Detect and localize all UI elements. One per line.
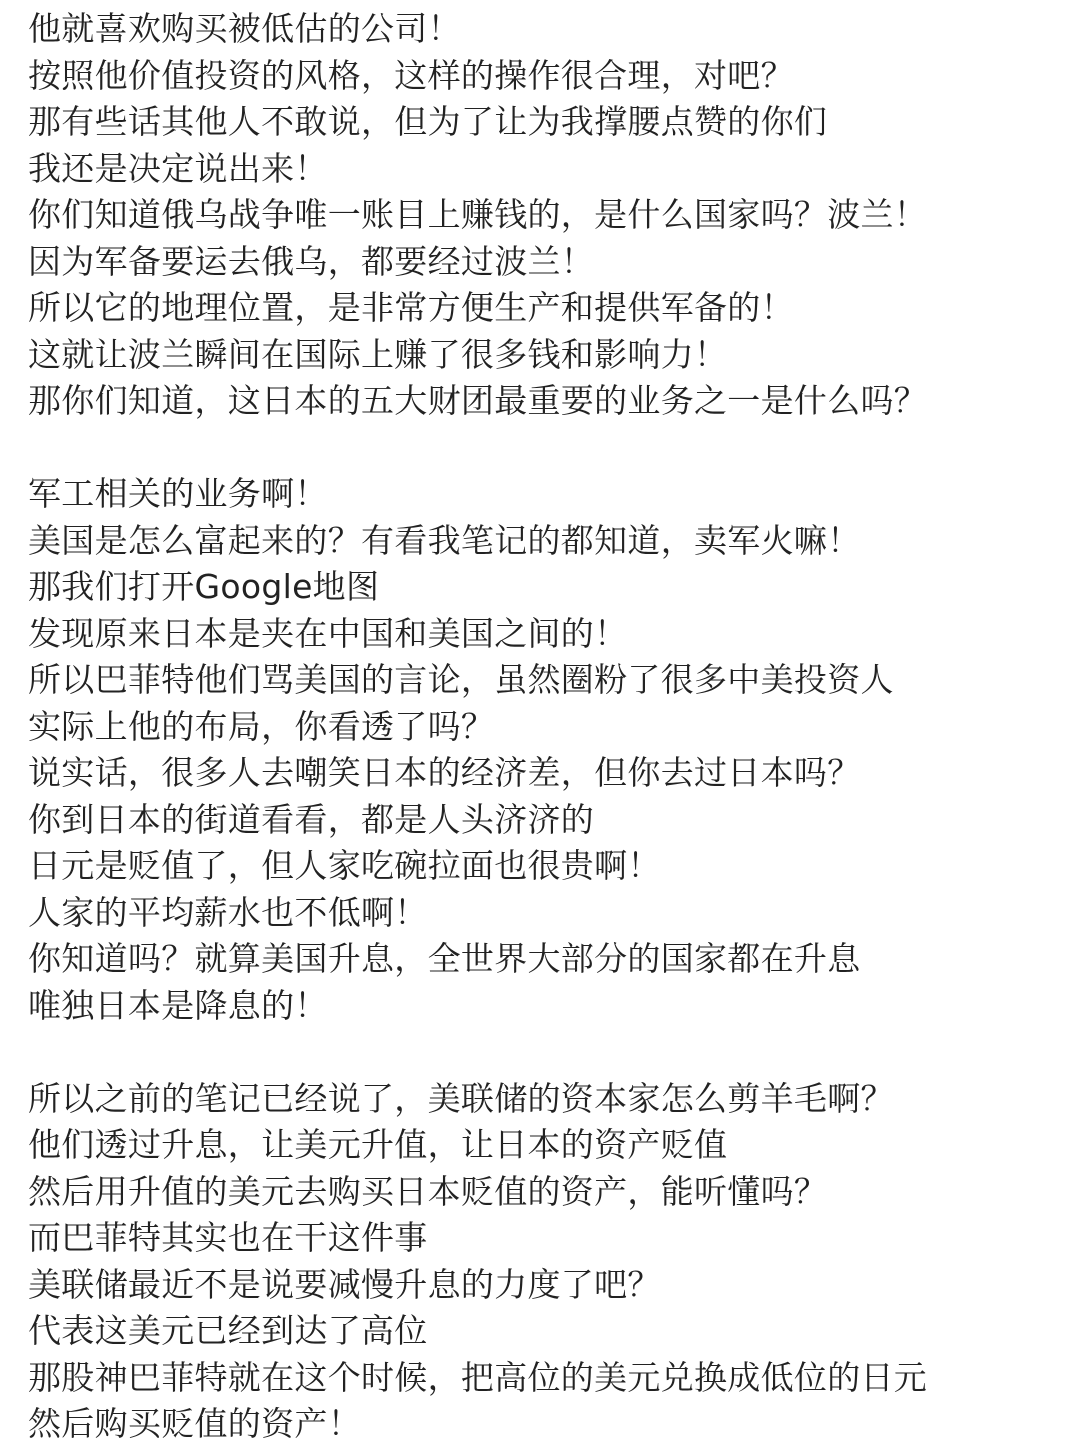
paragraph-3 xyxy=(28,1076,1068,1448)
paragraph-spacer xyxy=(28,1029,1068,1076)
text-line: 所以它的地理位置，是非常方便生产和提供军备的！ xyxy=(28,288,794,327)
text-line: 所以巴菲特他们骂美国的言论，虽然圈粉了很多中美投资人 xyxy=(28,660,894,699)
text-line: 发现原来日本是夹在中国和美国之间的！ xyxy=(28,613,628,653)
text-line: 然后用升值的美元去购买日本贬值的资产，能听懂吗？ xyxy=(28,1171,828,1211)
text-line: 军工相关的业务啊！ xyxy=(28,474,328,513)
text-line: 美联储最近不是说要减慢升息的力度了吧？ xyxy=(28,1264,661,1304)
text-line: 美国是怎么富起来的？有看我笔记的都知道，卖军火嘛！ xyxy=(28,520,861,560)
text-line: 那你们知道，这日本的五大财团最重要的业务之一是什么吗？ xyxy=(28,381,928,420)
text-line: 日元是贬值了，但人家吃碗拉面也很贵啊！ xyxy=(28,846,661,885)
text-line: 人家的平均薪水也不低啊！ xyxy=(28,892,428,932)
text-line: 这就让波兰瞬间在国际上赚了很多钱和影响力！ xyxy=(28,334,728,374)
paragraph-spacer xyxy=(28,425,1068,472)
text-line: 所以之前的笔记已经说了，美联储的资本家怎么剪羊毛啊？ xyxy=(28,1078,894,1118)
text-line: 实际上他的布局，你看透了吗？ xyxy=(28,706,495,746)
text-line: 因为军备要运去俄乌，都要经过波兰！ xyxy=(28,241,595,281)
text-line: 他们透过升息，让美元升值，让日本的资产贬值 xyxy=(28,1125,728,1164)
paragraph-2 xyxy=(28,471,1068,1029)
text-line: 那我们打开Google地图 xyxy=(28,567,380,606)
text-line: 你知道吗？就算美国升息，全世界大部分的国家都在升息 xyxy=(28,939,861,978)
text-line: 你到日本的街道看看，都是人头济济的 xyxy=(28,799,595,839)
text-line: 说实话，很多人去嘲笑日本的经济差，但你去过日本吗？ xyxy=(28,753,861,792)
text-line: 他就喜欢购买被低估的公司！ xyxy=(28,9,461,48)
note-text-body xyxy=(28,6,1068,1448)
text-line: 那有些话其他人不敢说，但为了让为我撑腰点赞的你们 xyxy=(28,102,828,141)
text-line: 那股神巴菲特就在这个时候，把高位的美元兑换成低位的日元 xyxy=(28,1357,928,1397)
text-line: 然后购买贬值的资产！ xyxy=(28,1404,361,1443)
text-line: 你们知道俄乌战争唯一账目上赚钱的，是什么国家吗？波兰！ xyxy=(28,195,928,234)
paragraph-1 xyxy=(28,6,1068,425)
text-line: 我还是决定说出来！ xyxy=(28,148,328,188)
text-line: 按照他价值投资的风格，这样的操作很合理，对吧？ xyxy=(28,55,794,95)
text-line: 唯独日本是降息的！ xyxy=(28,985,328,1025)
text-line: 而巴菲特其实也在干这件事 xyxy=(28,1218,428,1257)
text-line: 代表这美元已经到达了高位 xyxy=(28,1311,428,1350)
